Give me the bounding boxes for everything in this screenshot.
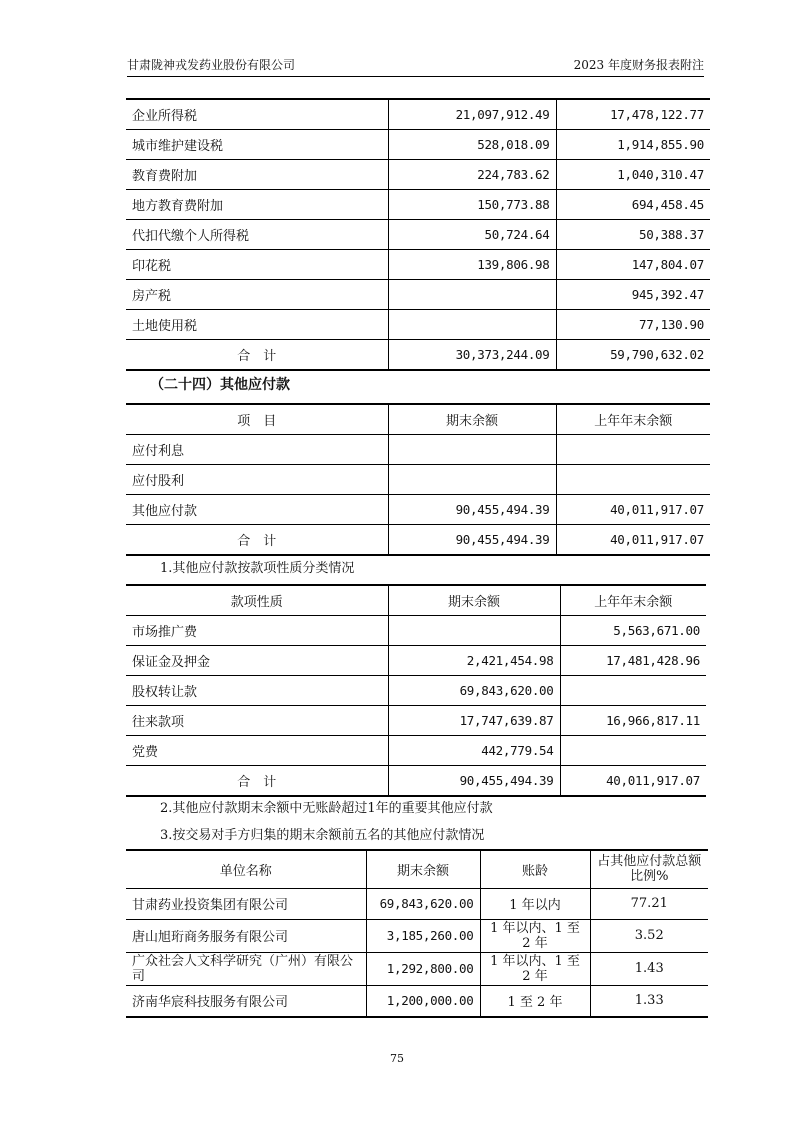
row-label: 应付股利 xyxy=(126,465,388,495)
note-1: 1.其他应付款按款项性质分类情况 xyxy=(160,561,355,576)
table-row xyxy=(126,99,710,130)
header-item: 款项性质 xyxy=(126,585,388,616)
prior-balance: 77,130.90 xyxy=(556,310,710,340)
amount: 1,200,000.00 xyxy=(366,985,480,1017)
amount: 1,292,800.00 xyxy=(366,952,480,985)
ratio: 77.21 xyxy=(590,888,708,919)
total-label: 合 计 xyxy=(126,766,388,797)
current-balance: 69,843,620.00 xyxy=(388,676,560,706)
total-current: 30,373,244.09 xyxy=(388,340,556,371)
tax-payable-table xyxy=(126,98,710,371)
counterparty-name: 济南华宸科技服务有限公司 xyxy=(126,985,366,1017)
aging: 1 年以内 xyxy=(480,888,590,919)
ratio: 3.52 xyxy=(590,919,708,952)
amount: 3,185,260.00 xyxy=(366,919,480,952)
row-label: 往来款项 xyxy=(126,706,388,736)
aging: 1 年以内、1 至 2 年 xyxy=(480,919,590,952)
prior-balance: 1,040,310.47 xyxy=(556,160,710,190)
total-current: 90,455,494.39 xyxy=(388,525,556,556)
prior-balance: 40,011,917.07 xyxy=(556,495,710,525)
table-header xyxy=(126,850,708,888)
current-balance xyxy=(388,435,556,465)
table-row xyxy=(126,736,706,766)
page-header xyxy=(127,56,704,77)
prior-balance xyxy=(560,676,706,706)
current-balance: 150,773.88 xyxy=(388,190,556,220)
row-label: 党费 xyxy=(126,736,388,766)
prior-balance xyxy=(556,435,710,465)
prior-balance: 5,563,671.00 xyxy=(560,616,706,646)
table-row xyxy=(126,888,708,919)
current-balance: 528,018.09 xyxy=(388,130,556,160)
ratio: 1.43 xyxy=(590,952,708,985)
header-age: 账龄 xyxy=(480,850,590,888)
total-prior: 59,790,632.02 xyxy=(556,340,710,371)
current-balance: 17,747,639.87 xyxy=(388,706,560,736)
table-row xyxy=(126,190,710,220)
row-label: 应付利息 xyxy=(126,435,388,465)
table-row xyxy=(126,465,710,495)
table-row xyxy=(126,676,706,706)
counterparty-name: 唐山旭珩商务服务有限公司 xyxy=(126,919,366,952)
prior-balance: 16,966,817.11 xyxy=(560,706,706,736)
counterparty-name: 甘肃药业投资集团有限公司 xyxy=(126,888,366,919)
current-balance xyxy=(388,310,556,340)
total-prior: 40,011,917.07 xyxy=(560,766,706,797)
prior-balance: 17,481,428.96 xyxy=(560,646,706,676)
row-label: 地方教育费附加 xyxy=(126,190,388,220)
current-balance: 21,097,912.49 xyxy=(388,99,556,130)
total-label: 合 计 xyxy=(126,525,388,556)
header-current: 期末余额 xyxy=(388,585,560,616)
prior-balance: 50,388.37 xyxy=(556,220,710,250)
note-3: 3.按交易对手方归集的期末余额前五名的其他应付款情况 xyxy=(160,828,485,843)
row-label: 印花税 xyxy=(126,250,388,280)
current-balance: 442,779.54 xyxy=(388,736,560,766)
amount: 69,843,620.00 xyxy=(366,888,480,919)
current-balance xyxy=(388,280,556,310)
row-label: 房产税 xyxy=(126,280,388,310)
row-label: 城市维护建设税 xyxy=(126,130,388,160)
row-label: 企业所得税 xyxy=(126,99,388,130)
table-row xyxy=(126,646,706,676)
row-label: 代扣代缴个人所得税 xyxy=(126,220,388,250)
prior-balance: 945,392.47 xyxy=(556,280,710,310)
company-name: 甘肃陇神戎发药业股份有限公司 xyxy=(127,58,296,72)
current-balance: 50,724.64 xyxy=(388,220,556,250)
row-label: 市场推广费 xyxy=(126,616,388,646)
table-row xyxy=(126,952,708,985)
table-header xyxy=(126,404,710,435)
current-balance: 224,783.62 xyxy=(388,160,556,190)
header-name: 单位名称 xyxy=(126,850,366,888)
table-row xyxy=(126,160,710,190)
header-current: 期末余额 xyxy=(388,404,556,435)
table-row xyxy=(126,706,706,736)
prior-balance: 17,478,122.77 xyxy=(556,99,710,130)
table-row xyxy=(126,250,710,280)
table-row xyxy=(126,616,706,646)
total-row xyxy=(126,525,710,556)
table-header xyxy=(126,585,706,616)
header-ratio: 占其他应付款总额比例% xyxy=(590,850,708,888)
aging: 1 至 2 年 xyxy=(480,985,590,1017)
table-row xyxy=(126,495,710,525)
total-row xyxy=(126,340,710,371)
prior-balance: 694,458.45 xyxy=(556,190,710,220)
row-label: 土地使用税 xyxy=(126,310,388,340)
note-2: 2.其他应付款期末余额中无账龄超过1年的重要其他应付款 xyxy=(160,801,493,816)
aging: 1 年以内、1 至 2 年 xyxy=(480,952,590,985)
row-label: 股权转让款 xyxy=(126,676,388,706)
counterparty-name: 广众社会人文科学研究（广州）有限公司 xyxy=(126,952,366,985)
current-balance: 90,455,494.39 xyxy=(388,495,556,525)
current-balance: 2,421,454.98 xyxy=(388,646,560,676)
header-item: 项 目 xyxy=(126,404,388,435)
row-label: 教育费附加 xyxy=(126,160,388,190)
total-label: 合 计 xyxy=(126,340,388,371)
header-prior: 上年年末余额 xyxy=(556,404,710,435)
table-row xyxy=(126,435,710,465)
ratio: 1.33 xyxy=(590,985,708,1017)
current-balance xyxy=(388,616,560,646)
current-balance: 139,806.98 xyxy=(388,250,556,280)
other-payables-table xyxy=(126,403,710,556)
total-prior: 40,011,917.07 xyxy=(556,525,710,556)
current-balance xyxy=(388,465,556,495)
total-current: 90,455,494.39 xyxy=(388,766,560,797)
document-title: 2023 年度财务报表附注 xyxy=(573,58,704,72)
table-row xyxy=(126,220,710,250)
nature-classification-table xyxy=(126,584,706,797)
prior-balance xyxy=(560,736,706,766)
prior-balance: 1,914,855.90 xyxy=(556,130,710,160)
table-row xyxy=(126,919,708,952)
section-title: （二十四）其他应付款 xyxy=(150,377,290,393)
prior-balance xyxy=(556,465,710,495)
page-number: 75 xyxy=(390,1052,404,1065)
header-amount: 期末余额 xyxy=(366,850,480,888)
table-row xyxy=(126,310,710,340)
table-row xyxy=(126,985,708,1017)
table-row xyxy=(126,130,710,160)
top-five-counterparties-table xyxy=(126,849,708,1018)
total-row xyxy=(126,766,706,797)
header-prior: 上年年末余额 xyxy=(560,585,706,616)
row-label: 保证金及押金 xyxy=(126,646,388,676)
prior-balance: 147,804.07 xyxy=(556,250,710,280)
row-label: 其他应付款 xyxy=(126,495,388,525)
table-row xyxy=(126,280,710,310)
